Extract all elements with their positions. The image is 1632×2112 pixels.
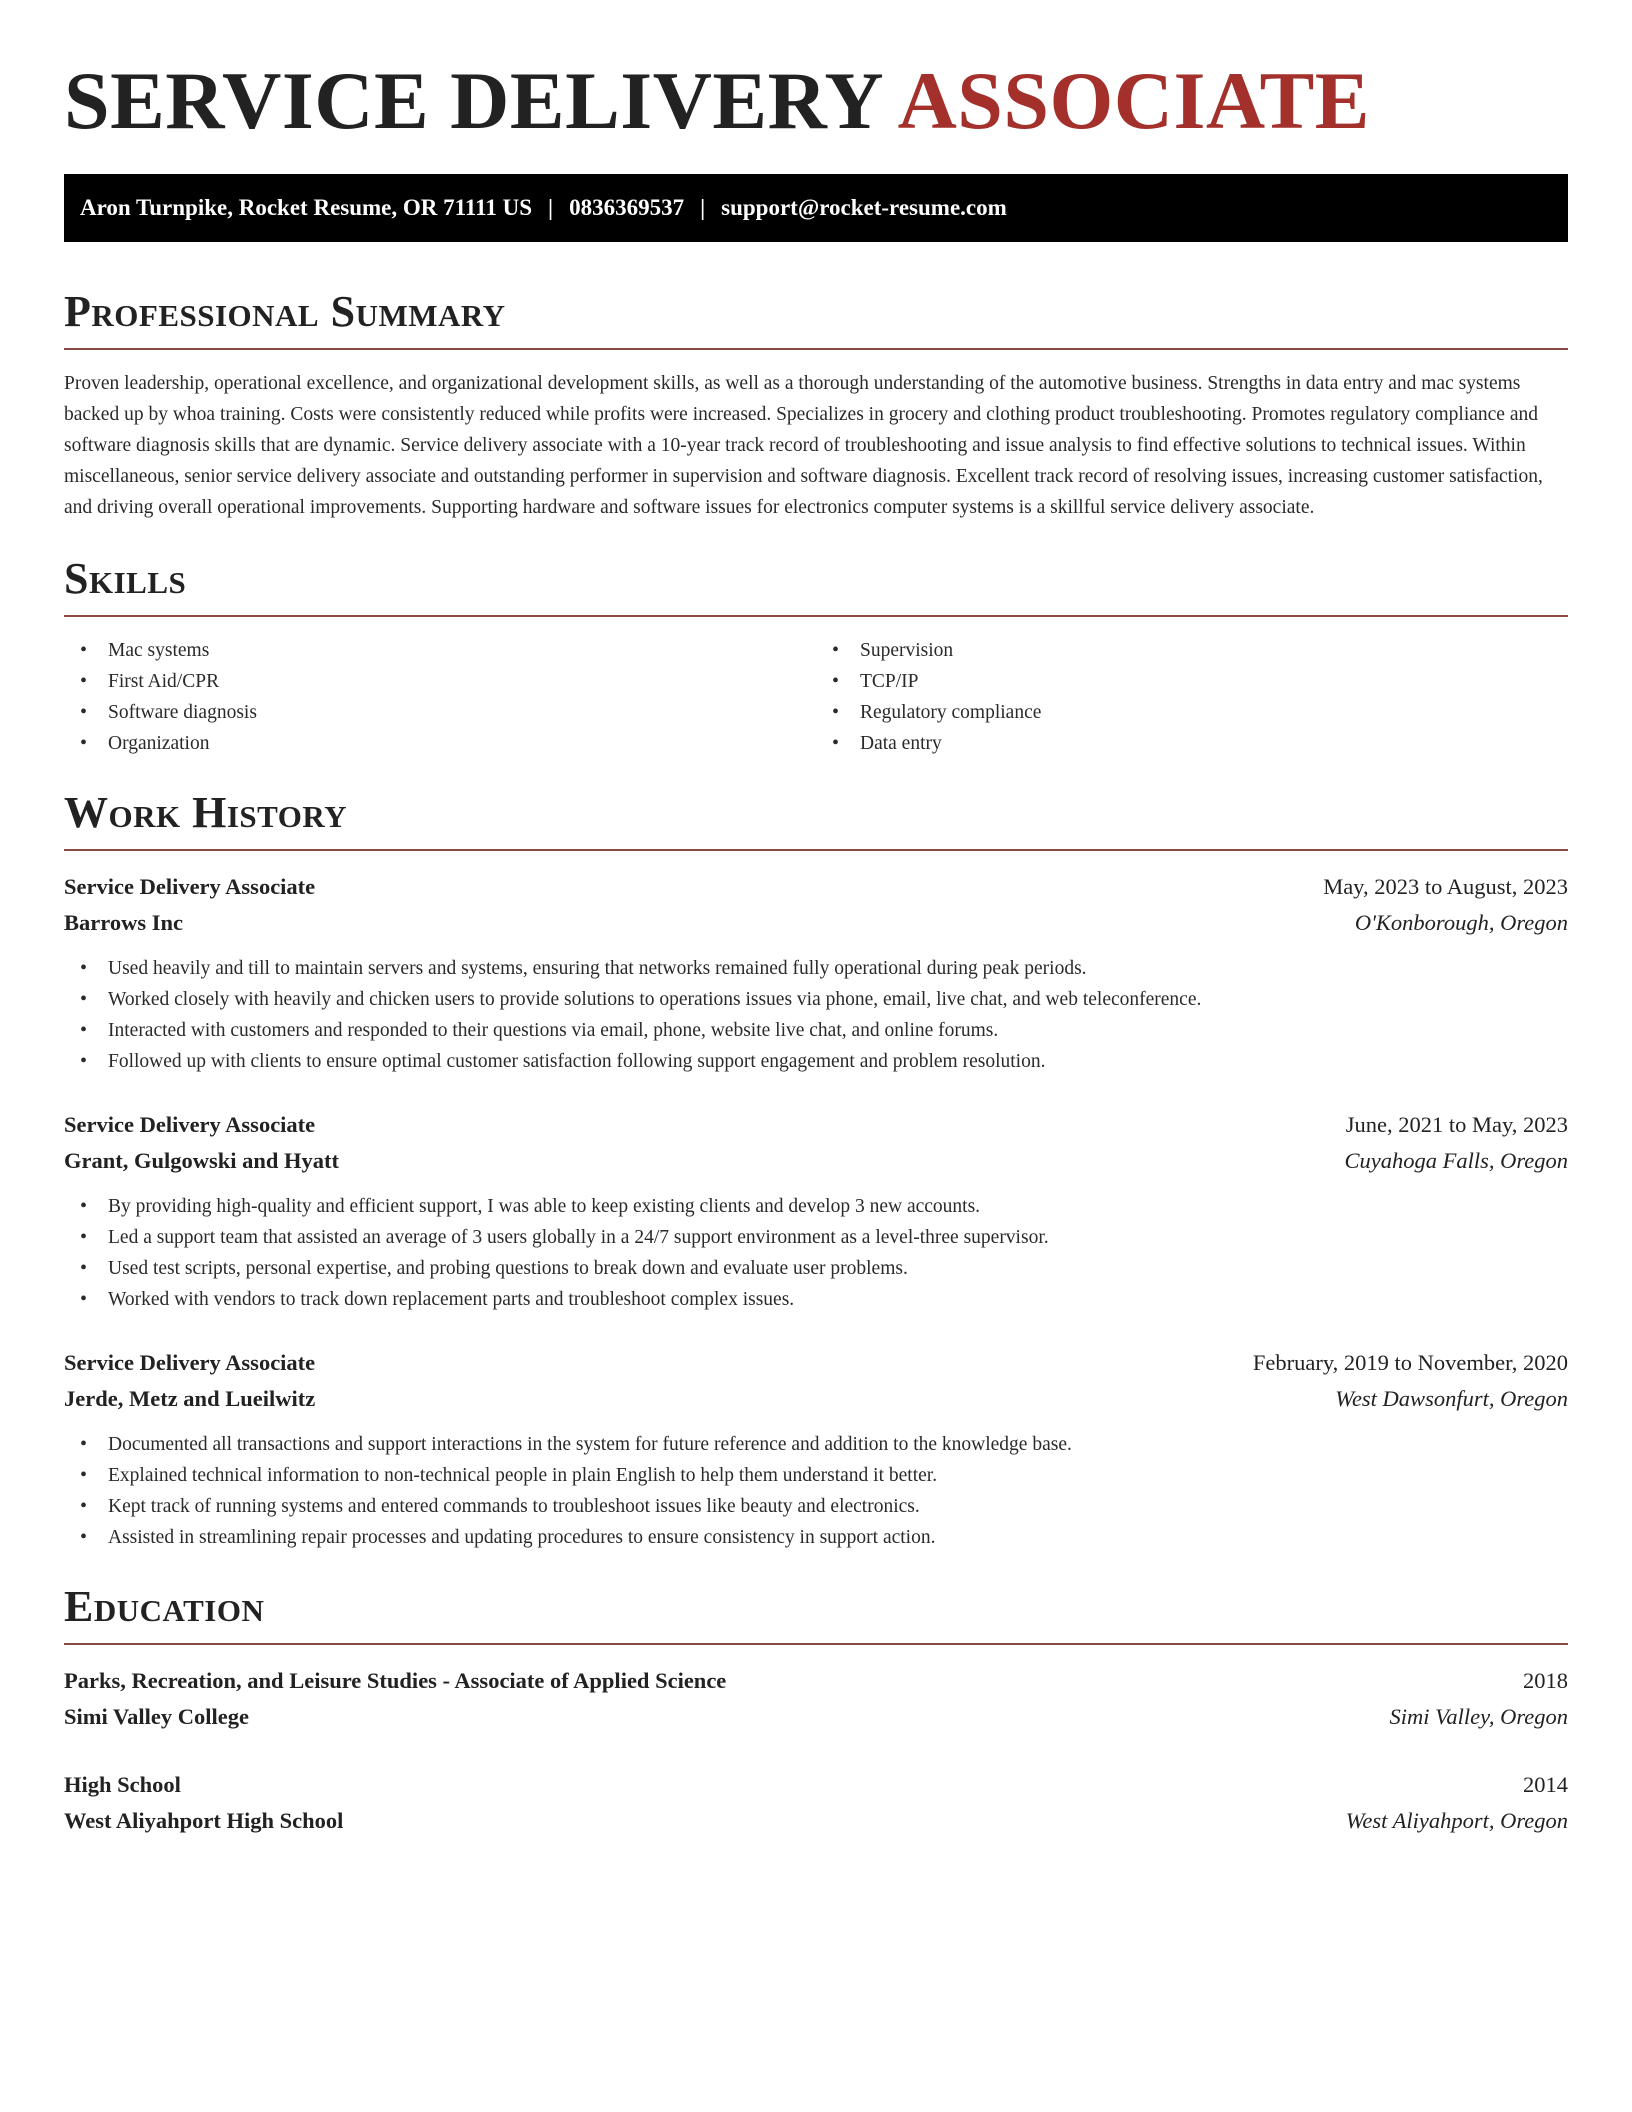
job-bullet: • Explained technical information to non-technical people in plain English to help them understand it better. xyxy=(64,1460,1568,1491)
skills-column-left xyxy=(64,635,816,759)
job-entry xyxy=(64,1345,1568,1553)
job-bullet: • Followed up with clients to ensure optimal customer satisfaction following support engagement and problem resolution. xyxy=(64,1046,1568,1077)
job-bullet: • Assisted in streamlining repair processes and updating procedures to ensure consistency in support action. xyxy=(64,1522,1568,1553)
job-entry xyxy=(64,869,1568,1077)
job-dates: June, 2021 to May, 2023 xyxy=(1345,1112,1568,1138)
edu-location: West Aliyahport, Oregon xyxy=(1345,1808,1568,1834)
job-bullets xyxy=(64,1191,1568,1315)
skill-item: • Supervision xyxy=(816,635,1568,666)
job-location: West Dawsonfurt, Oregon xyxy=(1335,1386,1568,1412)
contact-bar xyxy=(64,174,1568,242)
job-bullet: • Worked with vendors to track down replacement parts and troubleshoot complex issues. xyxy=(64,1284,1568,1315)
skill-item: • TCP/IP xyxy=(816,666,1568,697)
job-location: Cuyahoga Falls, Oregon xyxy=(1344,1148,1568,1174)
contact-phone: 0836369537 xyxy=(569,195,685,221)
edu-degree: Parks, Recreation, and Leisure Studies - Associate of Applied Science xyxy=(64,1668,727,1694)
job-bullet: • By providing high-quality and efficient support, I was able to keep existing clients and develop 3 new accounts. xyxy=(64,1191,1568,1222)
job-dates: February, 2019 to November, 2020 xyxy=(1252,1350,1568,1376)
title-accent: ASSOCIATE xyxy=(897,55,1370,146)
skills-list xyxy=(64,635,1568,759)
edu-school: Simi Valley College xyxy=(64,1704,249,1730)
title-role: SERVICE DELIVERY xyxy=(64,55,882,146)
edu-degree: High School xyxy=(64,1772,181,1798)
job-company: Barrows Inc xyxy=(64,910,183,936)
education-entry xyxy=(64,1663,1568,1735)
job-bullet: • Interacted with customers and responded to their questions via email, phone, website live chat, and online forums. xyxy=(64,1015,1568,1046)
education-section xyxy=(64,1582,1568,1839)
section-heading-work: Work History xyxy=(64,791,1568,851)
job-company: Jerde, Metz and Lueilwitz xyxy=(64,1386,316,1412)
contact-address: Aron Turnpike, Rocket Resume, OR 71111 US xyxy=(80,195,532,221)
job-title: Service Delivery Associate xyxy=(64,1112,316,1138)
summary-text: Proven leadership, operational excellence, and organizational development skills, as well as a thorough understanding of the automotive business. Strengths in data entry and mac systems backed up by whoa training. Costs were consistently reduced while profits were increased. Specializes in grocery and clothing product troubleshooting. Promotes regulatory compliance and software diagnosis skills that are dynamic. Service delivery associate with a 10-year track record of troubleshooting and issue analysis to find effective solutions to technical issues. Within miscellaneous, senior service delivery associate and outstanding performer in supervision and software diagnosis. Excellent track record of resolving issues, increasing customer satisfaction, and driving overall operational improvements. Supporting hardware and software issues for electronics computer systems is a skillful service delivery associate. xyxy=(64,373,1543,519)
contact-separator: | xyxy=(700,195,706,221)
job-title: Service Delivery Associate xyxy=(64,1350,316,1376)
contact-separator: | xyxy=(547,195,554,221)
job-title: Service Delivery Associate xyxy=(64,874,316,900)
section-heading-summary: Professional Summary xyxy=(64,290,1568,350)
edu-year: 2014 xyxy=(1523,1772,1568,1798)
professional-summary-section xyxy=(64,287,1568,523)
education-entry xyxy=(64,1767,1568,1839)
skills-column-right xyxy=(816,635,1568,759)
job-bullet: • Led a support team that assisted an average of 3 users globally in a 24/7 support environment as a level-three supervisor. xyxy=(64,1222,1568,1253)
edu-school: West Aliyahport High School xyxy=(64,1808,344,1834)
job-dates: May, 2023 to August, 2023 xyxy=(1323,874,1568,900)
job-bullet: • Worked closely with heavily and chicken users to provide solutions to operations issues via phone, email, live chat, and web teleconference. xyxy=(64,984,1568,1015)
job-entry xyxy=(64,1107,1568,1315)
work-history-section xyxy=(64,788,1568,1553)
job-bullet: • Used heavily and till to maintain servers and systems, ensuring that networks remained fully operational during peak periods. xyxy=(64,953,1568,984)
skills-section xyxy=(64,554,1568,759)
job-bullet: • Used test scripts, personal expertise, and probing questions to break down and evaluate user problems. xyxy=(64,1253,1568,1284)
job-bullet: • Documented all transactions and support interactions in the system for future reference and addition to the knowledge base. xyxy=(64,1429,1568,1460)
edu-location: Simi Valley, Oregon xyxy=(1389,1704,1568,1730)
section-heading-skills: Skills xyxy=(64,557,1568,617)
skill-item: • First Aid/CPR xyxy=(64,666,816,697)
skill-item: • Mac systems xyxy=(64,635,816,666)
skill-item: • Data entry xyxy=(816,728,1568,759)
job-bullets xyxy=(64,953,1568,1077)
skill-item: • Organization xyxy=(64,728,816,759)
contact-email: support@rocket-resume.com xyxy=(721,195,1007,221)
edu-year: 2018 xyxy=(1523,1668,1568,1694)
job-location: O'Konborough, Oregon xyxy=(1354,910,1568,936)
skill-item: • Regulatory compliance xyxy=(816,697,1568,728)
job-bullets xyxy=(64,1429,1568,1553)
job-bullet: • Kept track of running systems and entered commands to troubleshoot issues like beauty and electronics. xyxy=(64,1491,1568,1522)
section-heading-education: Education xyxy=(64,1585,1568,1645)
skill-item: • Software diagnosis xyxy=(64,697,816,728)
resume-title xyxy=(64,56,1568,146)
job-company: Grant, Gulgowski and Hyatt xyxy=(64,1148,340,1174)
